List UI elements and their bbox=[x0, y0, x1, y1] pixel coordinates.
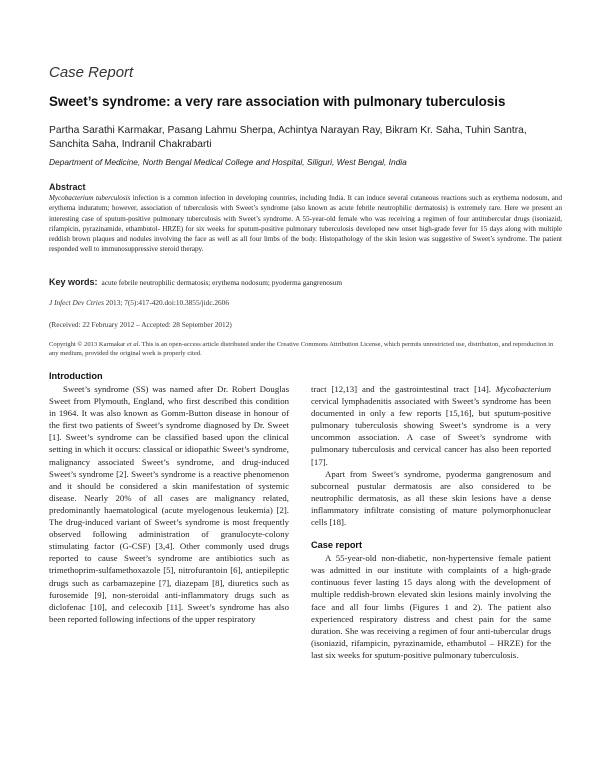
introduction-paragraph-1-cont bbox=[311, 383, 551, 468]
citation bbox=[49, 298, 229, 307]
received-dates: (Received: 22 February 2012 – Accepted: 28 September 2012) bbox=[49, 320, 232, 329]
citation-details: 2013; 7(5):417-420.doi:10.3855/jidc.2606 bbox=[103, 298, 229, 307]
intro-cont-text: tract [12,13] and the gastrointestinal tract [14]. bbox=[311, 384, 496, 394]
copyright-pre: Copyright © 2013 Karmakar bbox=[49, 341, 127, 348]
copyright-etal: et al bbox=[126, 341, 139, 348]
journal-name: J Infect Dev Ctries bbox=[49, 298, 104, 307]
right-column bbox=[311, 383, 551, 661]
keywords-text: acute febrile neutrophilic dermatosis; erythema nodosum; pyoderma gangrenosum bbox=[101, 278, 343, 287]
introduction-heading: Introduction bbox=[49, 371, 103, 381]
article-title: Sweet’s syndrome: a very rare association with pulmonary tuberculosis bbox=[49, 94, 506, 109]
introduction-paragraph-1: Sweet’s syndrome (SS) was named after Dr. Robert Douglas Sweet from Plymouth, England, who first described this condition in 1964. It was also known as Gomm-Button disease in honour of the first two patients of Sweet’s syndrome diagnosed by Dr. Sweet [1]. Sweet’s syndrome can be classified based upon the clinical setting in which it occurs: classical or idiopathic Sweet’s syndrome, malignancy associated Sweet’s syndrome, and drug-induced Sweet’s syndrome [2]. Sweet’s syndrome is a reactive phenomenon and it should be considered a skin manifestation of systemic disease. Nearly 20% of all cases are malignancy related, predominantly haematological (acute myelogenous leukemia) [2]. The drug-induced variant of Sweet’s syndrome is most frequently observed following administration of granulocyte-colony stimulating factor (G-CSF) [3,4]. Other commonly used drugs reported to cause Sweet’s syndrome are antibiotics such as trimethoprim-sulfamethoxazole [5], nitrofurantoin [6], antiepileptic drugs such as carbamazepine [7], diazepam [8], diuretics such as furosemide [9], non-steroidal anti-inflammatory drugs such as diclofenac [10], and celecoxib [11]. Sweet’s syndrome has also been reported following infections of the upper respiratory bbox=[49, 384, 289, 624]
copyright-post: . This is an open-access article distributed under the Creative Commons Attribution License, which permits unrestricted use, distribution, and reproduction in any medium, provided the original work is properly cited. bbox=[49, 341, 554, 358]
abstract-text: infection is a common infection in developing countries, including India. It can induce several cutaneous reactions such as erythema nodosum, and erythema induratum; however, association of tuberculosis with Sweet’s syndrome (also known as acute febrile neutrophilic dermatosis) is extremely rare. Here we present an interesting case of sputum-positive pulmonary tuberculosis with Sweet’s syndrome. A 55-year-old female who was receiving a regimen of four antitubercular drugs (isoniazid, rifampicin, pyrazinamide, ethambutol- HRZE) for six weeks for sputum-positive pulmonary tuberculosis developed new onset high-grade fever for 15 days along with multiple reddish brown plaques and nodules involving the face as well as all four limbs of the body. Histopathology of the skin lesion was suggestive of Sweet’s syndrome. The patient responded well to immunosuppressive steroid therapy. bbox=[49, 194, 562, 254]
introduction-paragraph-2: Apart from Sweet’s syndrome, pyoderma gangrenosum and subcorneal pustular dermatosis are also considered to be neutrophilic dermatosis, as all these skin lesions have a dense inflammatory infiltrate consisting of mature polymorphonuclear cells [18]. bbox=[311, 468, 551, 528]
keywords bbox=[49, 277, 562, 287]
author-list: Partha Sarathi Karmakar, Pasang Lahmu Sherpa, Achintya Narayan Ray, Bikram Kr. Saha, Tuhin Santra, Sanchita Saha, Indranil Chakrabarti bbox=[49, 125, 527, 150]
abstract-lead-italic: Mycobacterium tuberculosis bbox=[49, 194, 131, 202]
section-label: Case Report bbox=[49, 64, 134, 81]
copyright-notice bbox=[49, 340, 562, 359]
keywords-label: Key words: bbox=[49, 277, 98, 287]
case-report-heading: Case report bbox=[311, 540, 363, 551]
case-report-paragraph-1: A 55-year-old non-diabetic, non-hypertensive female patient was admitted in our institute with complaints of a high-grade continuous fever lasting 15 days along with the development of multiple reddish-brown elevated skin lesions mainly involving the face and all four limbs (Figures 1 and 2). The patient also experienced respiratory distress and chest pain for the same duration. She was receiving a regimen of four anti-tubercular drugs (isoniazid, rifampicin, pyrazinamide, ethambutol – HRZE) for the last six weeks for sputum-positive pulmonary tuberculosis. bbox=[311, 553, 551, 660]
intro-cont-rest: cervical lymphadenitis associated with Sweet’s syndrome has been documented in only a few reports [15,16], but sputum-positive pulmonary tuberculosis showing Sweet’s syndrome is a very uncommon association. A case of Sweet’s syndrome with pulmonary tuberculosis and cervical cancer has also been reported [17]. bbox=[311, 396, 551, 467]
intro-cont-italic: Mycobacterium bbox=[495, 384, 551, 394]
affiliation: Department of Medicine, North Bengal Medical College and Hospital, Siliguri, West Bengal, India bbox=[49, 157, 407, 167]
abstract-body bbox=[49, 193, 562, 255]
abstract-heading: Abstract bbox=[49, 182, 86, 192]
left-column bbox=[49, 371, 289, 625]
